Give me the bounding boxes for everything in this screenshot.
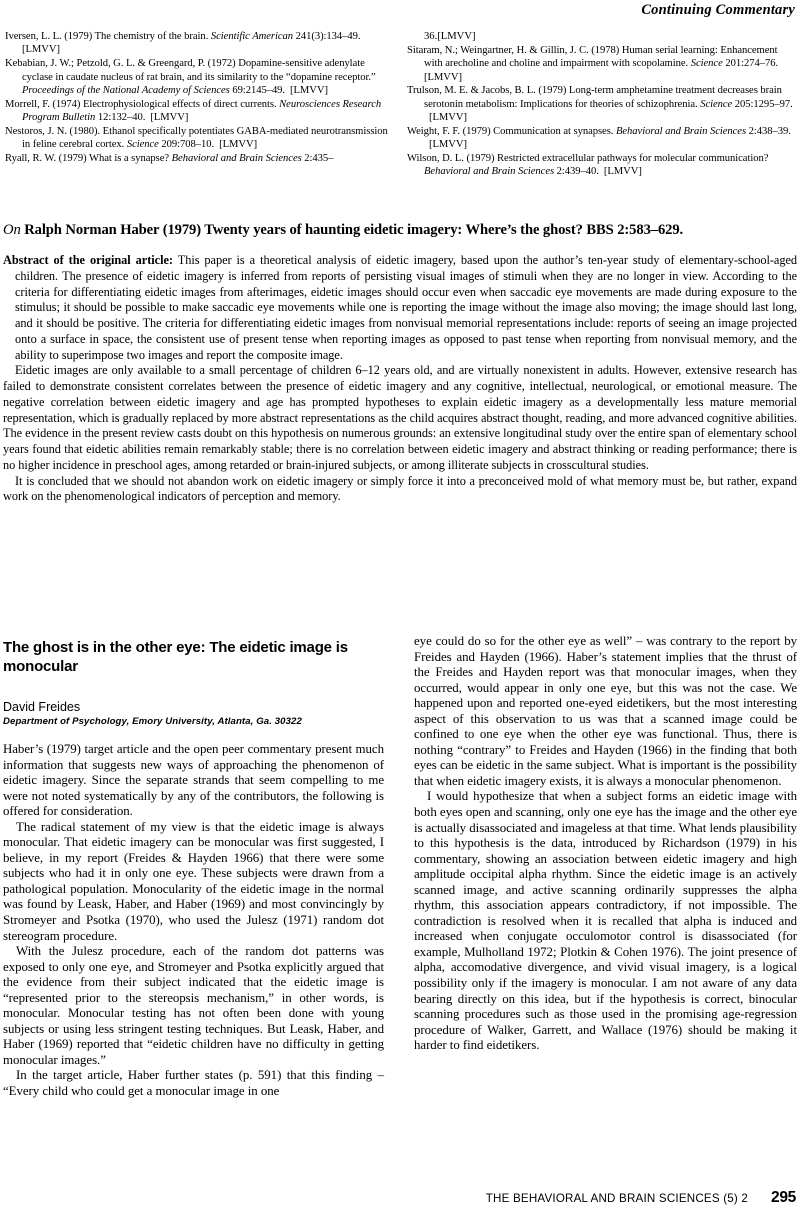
target-article-prefix: On xyxy=(3,222,21,238)
page-footer xyxy=(486,1189,796,1207)
body-paragraph: I would hypothesize that when a subject forms an eidetic image with both eyes open and scanning, only one eye has the image and the other eye is actually disassociated and imageless at that time. What lends plausibility to this hypothesis is the data, introduced by Richardson (1979) in his commentary, showing an association between eidetic imagery and high amplitude occipital alpha rhythm. Since the eidetic image is an actively scanned image, and active scanning ordinarily suppresses the alpha rhythm, this association appears contradictory, if not impossible. The contradiction is resolved when it is recalled that alpha is induced and increased when conjugate occulomotor control is disassociated (for example, Mulholland 1972; Plotkin & Cohen 1976). The joint presence of alpha, accomodative divergence, and vivid visual imagery, is a logical possibility only if the imagery is monocular. I am not aware of any data bearing directly on this idea, but if the hypothesis is correct, binocular scanning procedures such as those used in the promising age-regression procedure of Walker, Garrett, and Wallace (1976) should be making it harder to find eidetikers. xyxy=(414,789,797,1053)
body-paragraph: Haber’s (1979) target article and the open peer commentary present much information that suggests new ways of approaching the phenomenon of eidetic imagery. Since the separate strands that seem compelling to me were not noted systematically by any of the contributors, the following is offered for consideration. xyxy=(3,742,384,819)
reference-entry: Weight, F. F. (1979) Communication at synapses. Behavioral and Brain Sciences 2:438–39.[LMVV] xyxy=(407,125,791,151)
abstract-block xyxy=(3,253,797,505)
reference-entry: Wilson, D. L. (1979) Restricted extracellular pathways for molecular communication? Behavioral and Brain Sciences 2:439–40. [LMVV] xyxy=(407,153,769,178)
body-paragraph: With the Julesz procedure, each of the random dot patterns was exposed to only one eye, and Stromeyer and Psotka explicitly argued that the evidence from their subject indicated that the eidetic image is “represented prior to the stereopsis mechanism,” in other words, is monocular. Monocular testing has not often been done with young subjects or using less stringent testing techniques. But Leask, Haber, and Haber (1969) reported that “eidetic children have no difficulty in getting monocular images.” xyxy=(3,944,384,1067)
page-number: 295 xyxy=(771,1189,796,1206)
abstract-paragraph: Abstract of the original article: This paper is a theoretical analysis of eidetic imagery, based upon the author’s ten-year study of elementary-school-aged children. The presence of eidetic imagery is inferred from reports of persisting visual images of stimuli when they are no longer in view. According to the criteria for differentiating eidetic images from afterimages, eidetic images should occur even when saccadic eye movements are made during exposure to the stimulus; it should be possible to make saccadic eye movements while one is reporting the image without the image also moving; the image should last long, and it should be positive. The criteria for differentiating eidetic images from nonvisual memorial representations include: reports of seeing an image projected onto a surface in space, the consistent use of present tense when reporting images as opposed to past tense when reporting from nonvisual memory, and the ability to superimpose two images and report the composite image. xyxy=(3,253,797,362)
target-article-title: Ralph Norman Haber (1979) Twenty years of haunting eidetic imagery: Where’s the ghost? BBS 2:583–629. xyxy=(24,222,684,238)
abstract-paragraph: Eidetic images are only available to a small percentage of children 6–12 years old, and are virtually nonexistent in adults. However, extensive research has failed to demonstrate consistent correlates between the presence of eidetic imagery and any cognitive, intellectual, neurological, or emotional measure. The negative correlation between eidetic imagery and age has prompted hypotheses to explain eidetic imagery as a developmentally less mature memorial representation, which is gradually replaced by more abstract representations as the child acquires abstract thought, reading, and more advanced cognitive abilities. The evidence in the present review casts doubt on this hypothesis on numerous grounds: an extensive longitudinal study over the entire span of elementary school years found that eidetic abilities remain remarkably stable; there is no correlation between eidetic imagery and abstract thinking or reading performance; there is no higher incidence in preschool ages, among retarded or brain-injured subjects, or among illiterate subjects in crosscultural studies. xyxy=(3,363,797,472)
reference-entry: Iversen, L. L. (1979) The chemistry of the brain. Scientific American 241(3):134–49.[LMVV] xyxy=(5,31,361,56)
commentary-right-column xyxy=(414,634,797,1054)
footer-journal-name: THE BEHAVIORAL AND BRAIN SCIENCES (5) 2 xyxy=(485,1192,749,1205)
reference-entry: Sitaram, N.; Weingartner, H. & Gillin, J. C. (1978) Human serial learning: Enhancement with arecholine and choline and impairment with scopolamine. Science 201:274–76.[LMVV] xyxy=(407,44,779,83)
body-paragraph: The radical statement of my view is that the eidetic image is always monocular. That eidetic imagery can be monocular was first suggested, I believe, in my report (Freides & Hayden 1966) that there were some subjects who had it in only one eye. These subjects were drawn from a pathological population. Monocularity of the eidetic image in the normal was found by Leask, Haber, and Haber (1969) and most convincingly by Stromeyer and Psotka (1970), who used the Julesz (1971) random dot stereogram procedure. xyxy=(3,819,384,943)
reference-entry: Trulson, M. E. & Jacobs, B. L. (1979) Long-term amphetamine treatment decreases brain serotonin metabolism: Implications for theories of schizophrenia. Science 205:1295–97.[LMVV] xyxy=(407,85,793,124)
running-head: Continuing Commentary xyxy=(641,2,795,18)
reference-continuation: 36.[LMVV] xyxy=(424,31,476,42)
commentary-left-column xyxy=(3,742,384,1100)
references-section xyxy=(5,30,795,179)
commentary-author: David Freides xyxy=(3,700,81,714)
commentary-title: The ghost is in the other eye: The eidetic image is monocular xyxy=(3,639,348,675)
commentary-affiliation: Department of Psychology, Emory University, Atlanta, Ga. 30322 xyxy=(3,716,302,727)
body-paragraph: eye could do so for the other eye as well” – was contrary to the report by Freides and Hayden (1966). Haber’s statement implies that the thrust of the Freides and Hayden report was that monocular images, when they occurred, would appear in only one eye, but this was not the case. We happened upon and reported one-eyed eidetikers, but the most interesting aspect of this observation to us was that a scanned image could be confined to one eye when the other eye was functional. Thus, there is nothing “contrary” to Freides and Hayden (1966) in the finding that both eyes can be eidetic in the same subject. What is important is the possibility that when eidetic imagery exists, it is always a monocular phenomenon. xyxy=(414,634,797,788)
references-right-column xyxy=(407,30,795,179)
reference-entry: Nestoros, J. N. (1980). Ethanol specifically potentiates GABA-mediated neurotransmission in feline cerebral cortex. Science 209:708–10. [LMVV] xyxy=(5,125,388,151)
target-article-heading xyxy=(3,222,797,239)
body-paragraph: In the target article, Haber further states (p. 591) that this finding – “Every child who could get a monocular image in one xyxy=(3,1068,384,1099)
abstract-label: Abstract of the original article: xyxy=(3,253,173,267)
references-left-column xyxy=(5,30,393,179)
abstract-paragraph: It is concluded that we should not abandon work on eidetic imagery or simply force it into a preconceived mold of what memory must be, but rather, expand work on the phenomenological indicators of perception and memory. xyxy=(3,473,797,504)
reference-entry: Ryall, R. W. (1979) What is a synapse? Behavioral and Brain Sciences 2:435– xyxy=(5,153,334,165)
reference-entry: Morrell, F. (1974) Electrophysiological effects of direct currents. Neurosciences Research Program Bulletin 12:132–40. [LMVV] xyxy=(5,98,382,124)
reference-entry: Kebabian, J. W.; Petzold, G. L. & Greengard, P. (1972) Dopamine-sensitive adenylate cyclase in caudate nucleus of rat brain, and its similarity to the “dopamine receptor.” Proceedings of the National Academy of Sciences 69:2145–49. [LMVV] xyxy=(5,58,376,96)
